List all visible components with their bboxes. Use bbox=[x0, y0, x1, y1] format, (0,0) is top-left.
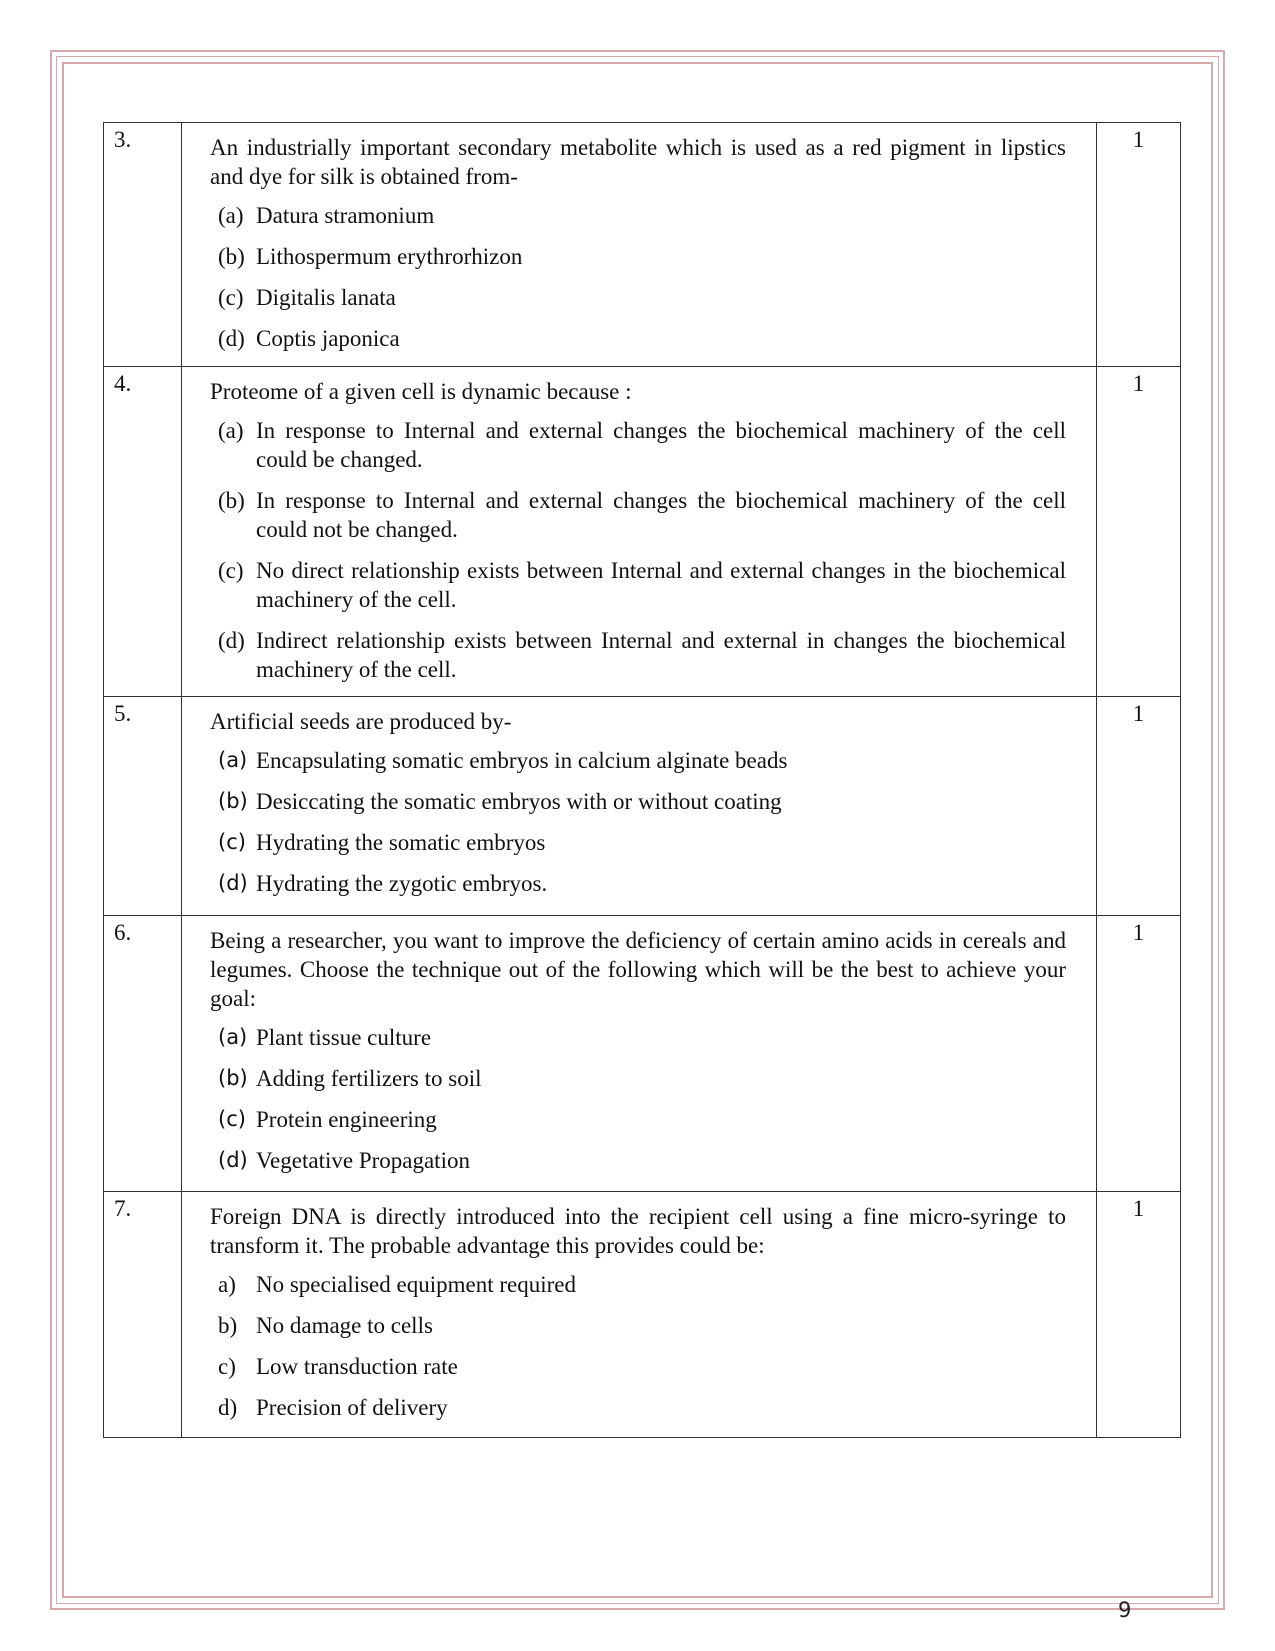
option-text: Datura stramonium bbox=[256, 203, 435, 228]
option-label: d) bbox=[218, 1395, 238, 1420]
option-text: Digitalis lanata bbox=[256, 285, 396, 310]
question-content bbox=[182, 367, 1097, 697]
question-content bbox=[182, 123, 1097, 367]
option-text: In response to Internal and external changes the biochemical machinery of the cell could be changed. bbox=[256, 418, 1066, 472]
option-label: (c) bbox=[218, 558, 244, 583]
option bbox=[210, 1270, 1066, 1299]
option-text: No specialised equipment required bbox=[256, 1272, 576, 1297]
option-label: c) bbox=[218, 1354, 236, 1379]
option bbox=[210, 626, 1066, 684]
option bbox=[210, 1064, 1066, 1093]
question-number: 4. bbox=[104, 367, 182, 697]
option bbox=[210, 1311, 1066, 1340]
question-text: Artificial seeds are produced by- bbox=[210, 709, 512, 734]
option bbox=[210, 828, 1066, 857]
option-text: In response to Internal and external changes the biochemical machinery of the cell could not be changed. bbox=[256, 488, 1066, 542]
option bbox=[210, 283, 1066, 312]
option bbox=[210, 1105, 1066, 1134]
option-text: No damage to cells bbox=[256, 1313, 433, 1338]
questions-table bbox=[103, 122, 1181, 1438]
option-label: b) bbox=[218, 1313, 238, 1338]
option-text: Coptis japonica bbox=[256, 326, 400, 351]
question-marks: 1 bbox=[1097, 367, 1181, 697]
question-text: An industrially important secondary metabolite which is used as a red pigment in lipstics and dye for silk is obtained from- bbox=[210, 135, 1066, 189]
option bbox=[210, 324, 1066, 353]
question-content bbox=[182, 916, 1097, 1192]
option-text: Hydrating the somatic embryos bbox=[256, 830, 546, 855]
option-text: Desiccating the somatic embryos with or without coating bbox=[256, 789, 782, 814]
option bbox=[210, 486, 1066, 544]
option bbox=[210, 201, 1066, 230]
question-row bbox=[104, 367, 1181, 697]
option-text: Encapsulating somatic embryos in calcium alginate beads bbox=[256, 748, 788, 773]
option-label: (c) bbox=[218, 1107, 246, 1131]
option-label: (b) bbox=[218, 488, 245, 513]
option-label: (b) bbox=[218, 244, 245, 269]
option bbox=[210, 242, 1066, 271]
option bbox=[210, 1393, 1066, 1422]
option-text: Adding fertilizers to soil bbox=[256, 1066, 482, 1091]
question-row bbox=[104, 123, 1181, 367]
option bbox=[210, 787, 1066, 816]
option-text: Low transduction rate bbox=[256, 1354, 458, 1379]
question-marks: 1 bbox=[1097, 123, 1181, 367]
option-text: Precision of delivery bbox=[256, 1395, 448, 1420]
option-label: (a) bbox=[218, 203, 244, 228]
option bbox=[210, 1023, 1066, 1052]
option-label: (d) bbox=[218, 326, 245, 351]
question-text: Being a researcher, you want to improve the deficiency of certain amino acids in cereals and legumes. Choose the technique out of the following which will be the best to achieve your goal: bbox=[210, 928, 1066, 1011]
question-text: Proteome of a given cell is dynamic because : bbox=[210, 379, 632, 404]
option bbox=[210, 1352, 1066, 1381]
option-label: (b) bbox=[218, 1066, 248, 1090]
question-number: 3. bbox=[104, 123, 182, 367]
question-row bbox=[104, 916, 1181, 1192]
option bbox=[210, 1146, 1066, 1175]
option-label: a) bbox=[218, 1272, 236, 1297]
question-row bbox=[104, 697, 1181, 916]
question-marks: 1 bbox=[1097, 697, 1181, 916]
option bbox=[210, 556, 1066, 614]
question-number: 5. bbox=[104, 697, 182, 916]
option-text: No direct relationship exists between Internal and external changes in the biochemical machinery of the cell. bbox=[256, 558, 1066, 612]
question-content bbox=[182, 697, 1097, 916]
option bbox=[210, 869, 1066, 898]
question-text: Foreign DNA is directly introduced into the recipient cell using a fine micro-syringe to transform it. The probable advantage this provides could be: bbox=[210, 1204, 1066, 1258]
question-marks: 1 bbox=[1097, 1192, 1181, 1438]
option-text: Hydrating the zygotic embryos. bbox=[256, 871, 548, 896]
question-number: 6. bbox=[104, 916, 182, 1192]
option-text: Indirect relationship exists between Internal and external in changes the biochemical machinery of the cell. bbox=[256, 628, 1066, 682]
question-marks: 1 bbox=[1097, 916, 1181, 1192]
option-label: (a) bbox=[218, 748, 248, 772]
option bbox=[210, 746, 1066, 775]
option-label: (b) bbox=[218, 789, 248, 813]
option-label: (a) bbox=[218, 418, 244, 443]
option-text: Vegetative Propagation bbox=[256, 1148, 470, 1173]
option-label: (d) bbox=[218, 1148, 248, 1172]
option-label: (d) bbox=[218, 871, 248, 895]
option-text: Plant tissue culture bbox=[256, 1025, 432, 1050]
question-row bbox=[104, 1192, 1181, 1438]
option-label: (c) bbox=[218, 830, 246, 854]
question-content bbox=[182, 1192, 1097, 1438]
option-label: (c) bbox=[218, 285, 244, 310]
option-label: (a) bbox=[218, 1025, 248, 1049]
option-label: (d) bbox=[218, 628, 245, 653]
page-number: 9 bbox=[1118, 1598, 1132, 1622]
question-number: 7. bbox=[104, 1192, 182, 1438]
option bbox=[210, 416, 1066, 474]
option-text: Protein engineering bbox=[256, 1107, 437, 1132]
option-text: Lithospermum erythrorhizon bbox=[256, 244, 523, 269]
